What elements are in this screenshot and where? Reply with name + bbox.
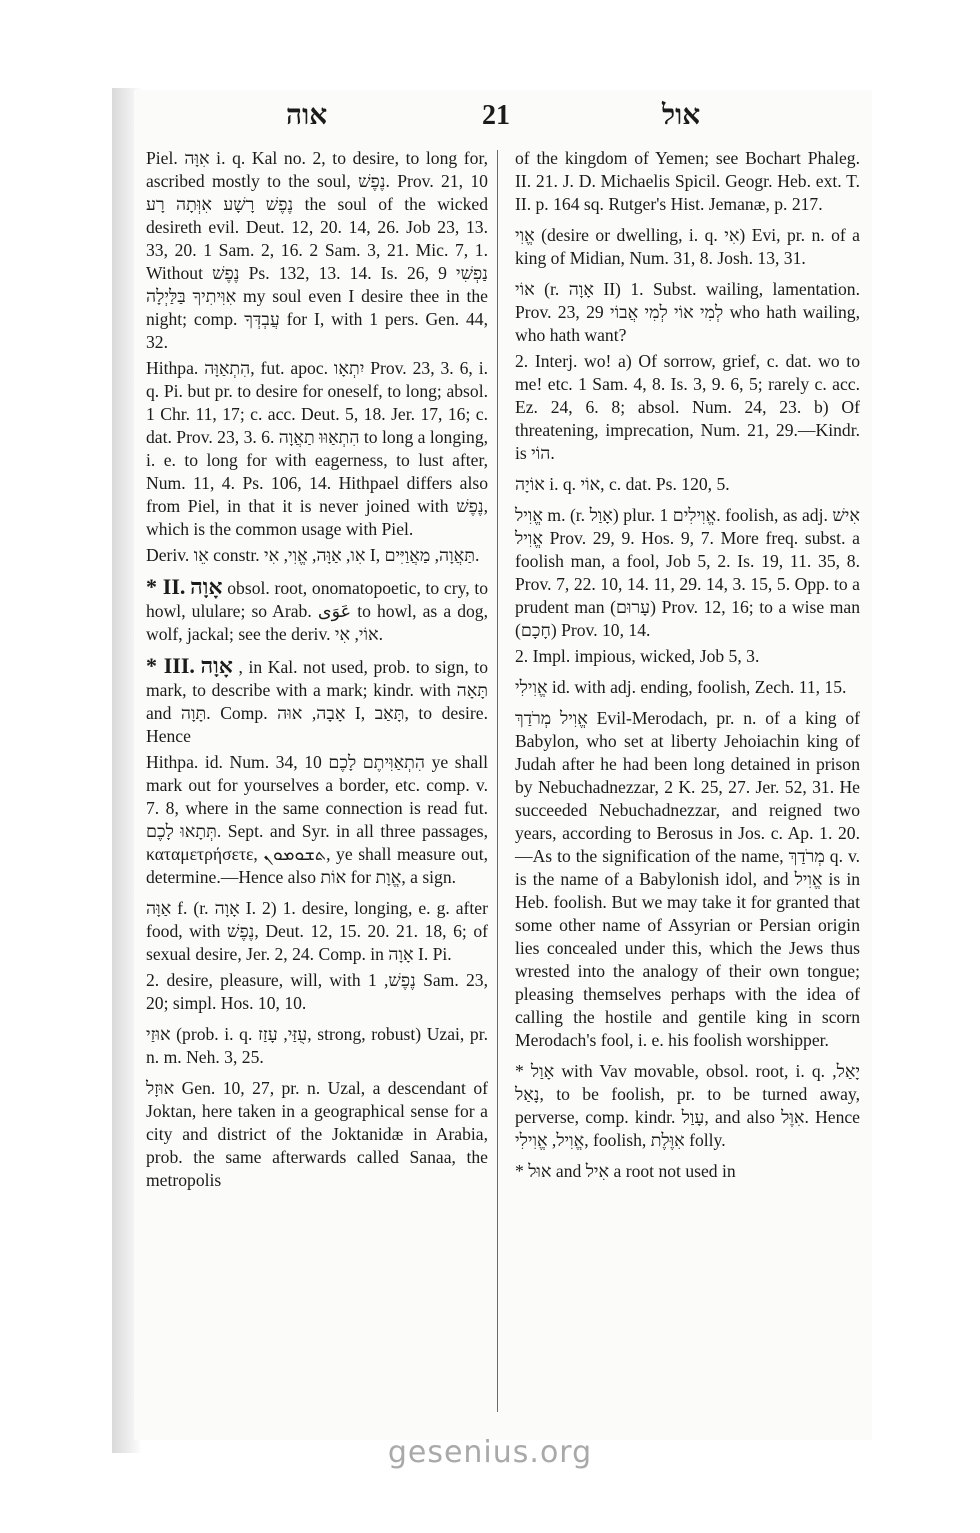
entry-uzal-cont: of the kingdom of Yemen; see Bochart Phaleg. II. 21. J. D. Michaelis Spicil. Geogr. Heb. ext. T. II. p. 164 sq. Rutger's Hist. Jemanæ, p. 217.	[515, 148, 860, 214]
entry-evi: אֱוִי (desire or dwelling, i. q. אִי) Evi, pr. n. of a king of Midian, Num. 31, 8. Josh. 13, 31.	[515, 225, 860, 268]
entry-root-ul: * אוּל and אִיל a root not used in	[515, 1161, 736, 1181]
entry-oy-interj: 2. Interj. wo! a) Of sorrow, grief, c. dat. wo to me! etc. 1 Sam. 4, 8. Is. 3, 9. 6, 5; rarely c. acc. Ez. 24, 6. 8; absol. Num. 24, 23. b) Of threatening, imprecation, Num. 21, 29.—Kindr. is הוֹי.	[515, 351, 860, 463]
entry-piel: Piel. אִוָּה i. q. Kal no. 2, to desire, to long for, ascribed mostly to the soul, נֶפֶשׁ. Prov. 21, 10 נֶפֶשׁ רָשָׁע אִוְּתָה רָע the soul of the wicked desireth evil. Deut. 12, 20. 14, 26. Job 23, 13. 33, 20. 1 Sam. 2, 16. 2 Sam. 3, 21. Mic. 7, 1. Without נֶפֶשׁ Ps. 132, 13. 14. Is. 26, 9 נַפְשִׁי אִוִּיתִיךָ בַּלַּיְלָה my soul even I desire thee in the night; comp. עֲבְדְּךָ for I, with 1 pers. Gen. 44, 32.	[146, 148, 489, 352]
entry-root-aval: * אָוַל with Vav movable, obsol. root, i. q. יָאַל, נָאַל, to be foolish, pr. to be turned away, perverse, comp. kindr. עָוַל, and also אִוֶּל. Hence אֱוִיל, אֱוִילִי, foolish, אִוֶּלֶת folly.	[515, 1061, 861, 1150]
left-column	[146, 147, 488, 1192]
page-number: 21	[482, 100, 510, 131]
entry-avvah: אַוָּה f. (r. אָוָה I. 2) 1. desire, longing, e. g. after food, with נֶפֶשׁ, Deut. 12, 15. 20. 21. 18, 6; of sexual desire, Jer. 2, 24. Comp. in אָוָה I. Pi.	[146, 898, 488, 964]
root-definition: obsol. root, onomatopoetic, to cry, to howl, ululare; so Arab. عَوَى to howl, as a dog, wolf, jackal; see the deriv. אוֹי, אִי.	[146, 578, 489, 644]
right-column	[515, 147, 860, 1183]
entry-evil-sense2: 2. Impl. impious, wicked, Job 5, 3.	[515, 646, 760, 666]
running-head-right: אול	[662, 100, 701, 131]
entry-uzai: אוּזַי (prob. i. q. עֻזַּי, עָזַז, strong, robust) Uzai, pr. n. m. Neh. 3, 25.	[146, 1024, 488, 1067]
entry-evil: אֱוִיל m. (r. אָוַל) plur. אֱוִילִים 1. foolish, as adj. אִישׁ אֱוִיל Prov. 29, 9. Hos. 9, 7. More freq. subst. a foolish man, a fool, Job 5, 2. Is. 19, 11. 35, 8. Prov. 7, 22. 10, 14. 11, 29. 14, 3. 15, 5. Opp. to a prudent man (עָרוּם) Prov. 12, 16; to a wise man (חָכָם) Prov. 10, 14.	[515, 505, 860, 640]
root-headword: אָוָה	[190, 574, 223, 600]
entry-root-II	[146, 575, 488, 646]
entry-avvah-sense2: 2. desire, pleasure, will, with נֶפֶשׁ, 1 Sam. 23, 20; simpl. Hos. 10, 10.	[146, 970, 488, 1013]
entry-root-III	[146, 654, 488, 748]
entry-uzal: אוּזָל Gen. 10, 27, pr. n. Uzal, a descendant of Joktan, here taken in a geographical sense for a city and district of the Joktanidæ in Arabia, prob. the same afterwards called Sanaa, the metropolis	[146, 1078, 488, 1190]
entry-deriv: Deriv. אֵו constr. אִו, אַוָּה, אֱוִי, אִי I, תַּאֲוָה, מַאֲוַיִּים.	[146, 545, 480, 565]
root-numeral: * II.	[146, 574, 186, 599]
entry-evili: אֱוִילִי id. with adj. ending, foolish, Zech. 11, 15.	[515, 677, 847, 697]
entry-hithpa: Hithpa. הִתְאַוָּה, fut. apoc. יִתְאָו Prov. 23, 3. 6, i. q. Pi. but pr. to desire for oneself, to long; absol. 1 Chr. 11, 17; c. acc. Deut. 5, 18. Jer. 17, 16; c. dat. Prov. 23, 3. 6. הִתְאַוּוּ תַאֲוָה to long a longing, i. e. to long for with eagerness, to lust after, Num. 11, 4. Ps. 106, 14. Hithpael differs also from Piel, in that it is never joined with נֶפֶשׁ, which is the common usage with Piel.	[146, 358, 489, 539]
entry-oyah: אוֹיָה i. q. אוֹי, c. dat. Ps. 120, 5.	[515, 474, 730, 494]
root-headword: אָוָה	[200, 653, 233, 679]
entry-oy: אוֹי (r. אָוָה II) 1. Subst. wailing, lamentation. Prov. 23, 29 לְמִי אוֹי לְמִי אֲבוֹי who hath wailing, who hath want?	[515, 279, 860, 345]
root-numeral: * III.	[146, 653, 195, 678]
column-rule	[497, 150, 498, 1412]
entry-hithpa-mark: Hithpa. id. Num. 34, 10 הִתְאַוִּיתֶם לָכֶם ye shall mark out for yourselves a border, etc. comp. v. 7. 8, where in the same connection is read fut. תְּתָאוּ לָכֶם. Sept. and Syr. in all three passages, καταμετρήσετε, ܬܫܘܡܘܢ, ye shall measure out, determine.—Hence also אוֹת for אֱוָת, a sign.	[146, 752, 488, 887]
entry-evil-merodach: אֱוִיל מְרֹדַךְ Evil-Merodach, pr. n. of a king of Babylon, who set at liberty Jehoiachin king of Judah after he had been long detained in prison by Nebuchadnezzar, 2 K. 25, 27. Jer. 52, 31. He succeeded Nebuchadnezzar, and reigned two years, according to Berosus in Jos. c. Ap. 1. 20.—As to the signification of the name, מְרֹדַךְ q. v. is the name of a Babylonish idol, and אֱוִיל is in Heb. foolish. But we may take it for granted that some other name of Assyrian or Persian origin lies concealed under this, which the Jews thus wrested into the analogy of their own tongue; pleasing themselves perhaps with the idea of calling the hostile and gentile king in scorn Merodach's fool, i. e. his foolish worshipper.	[515, 708, 860, 1050]
root-definition: , in Kal. not used, prob. to sign, to mark, to describe with a mark; kindr. with תָּאָה and תָּוָה. Comp. אָבָה, אוּה I, תָּאַב, to desire. Hence	[146, 657, 488, 746]
running-head-left: אוה	[286, 100, 328, 131]
site-watermark: gesenius.org	[387, 1435, 593, 1470]
